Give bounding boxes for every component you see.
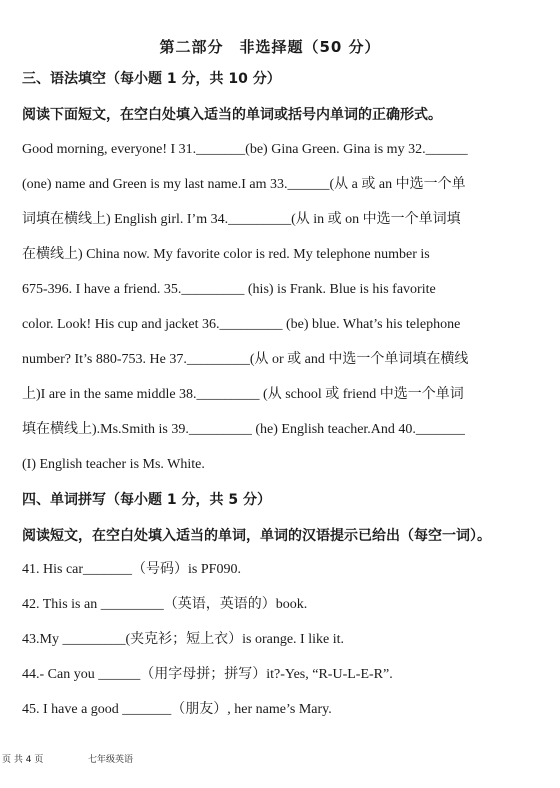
passage-line: 词填在横线上) English girl. I’m 34._________(从 in 或 on 中选一个单词填 [22,212,461,227]
question-item: 41. His car_______（号码）is PF090. [22,562,241,577]
question-item: 45. I have a good _______（朋友）, her name’s Mary. [22,702,332,717]
passage-line: color. Look! His cup and jacket 36._________ (be) blue. What’s his telephone [22,317,461,332]
passage-line: Good morning, everyone! I 31._______(be) Gina Green. Gina is my 32.______ [22,142,468,157]
part-title: 第二部分 非选择题（50 分） [159,38,381,56]
footer-subject: 七年级英语 [88,755,134,765]
footer-page-number: 页 共 4 页 [2,755,44,765]
passage-line: 在横线上) China now. My favorite color is red. My telephone number is [22,247,430,262]
passage-line: (one) name and Green is my last name.I am 33.______(从 a 或 an 中选一个单 [22,177,466,192]
question-item: 44.- Can you ______（用字母拼；拼写）it?-Yes, “R-U-L-E-R”. [22,667,393,682]
question-item: 42. This is an _________（英语，英语的）book. [22,597,308,612]
question-item: 43.My _________(夹克衫；短上衣）is orange. I like it. [22,632,344,647]
passage-line: number? It’s 880-753. He 37._________(从 or 或 and 中选一个单词填在横线 [22,352,469,367]
section-4-instruction: 阅读短文，在空白处填入适当的单词，单词的汉语提示已给出（每空一词）。 [22,528,491,544]
section-4-title: 四、单词拼写（每小题 1 分，共 5 分） [22,492,271,508]
section-3-title: 三、语法填空（每小题 1 分，共 10 分） [22,71,281,87]
section-3-instruction: 阅读下面短文，在空白处填入适当的单词或括号内单词的正确形式。 [22,107,442,123]
passage-line: 675-396. I have a friend. 35._________ (his) is Frank. Blue is his favorite [22,282,436,297]
passage-line: 填在横线上).Ms.Smith is 39._________ (he) English teacher.And 40._______ [22,422,465,437]
passage-line: 上)I are in the same middle 38._________ (从 school 或 friend 中选一个单词 [22,387,464,402]
passage-line: (I) English teacher is Ms. White. [22,457,205,472]
